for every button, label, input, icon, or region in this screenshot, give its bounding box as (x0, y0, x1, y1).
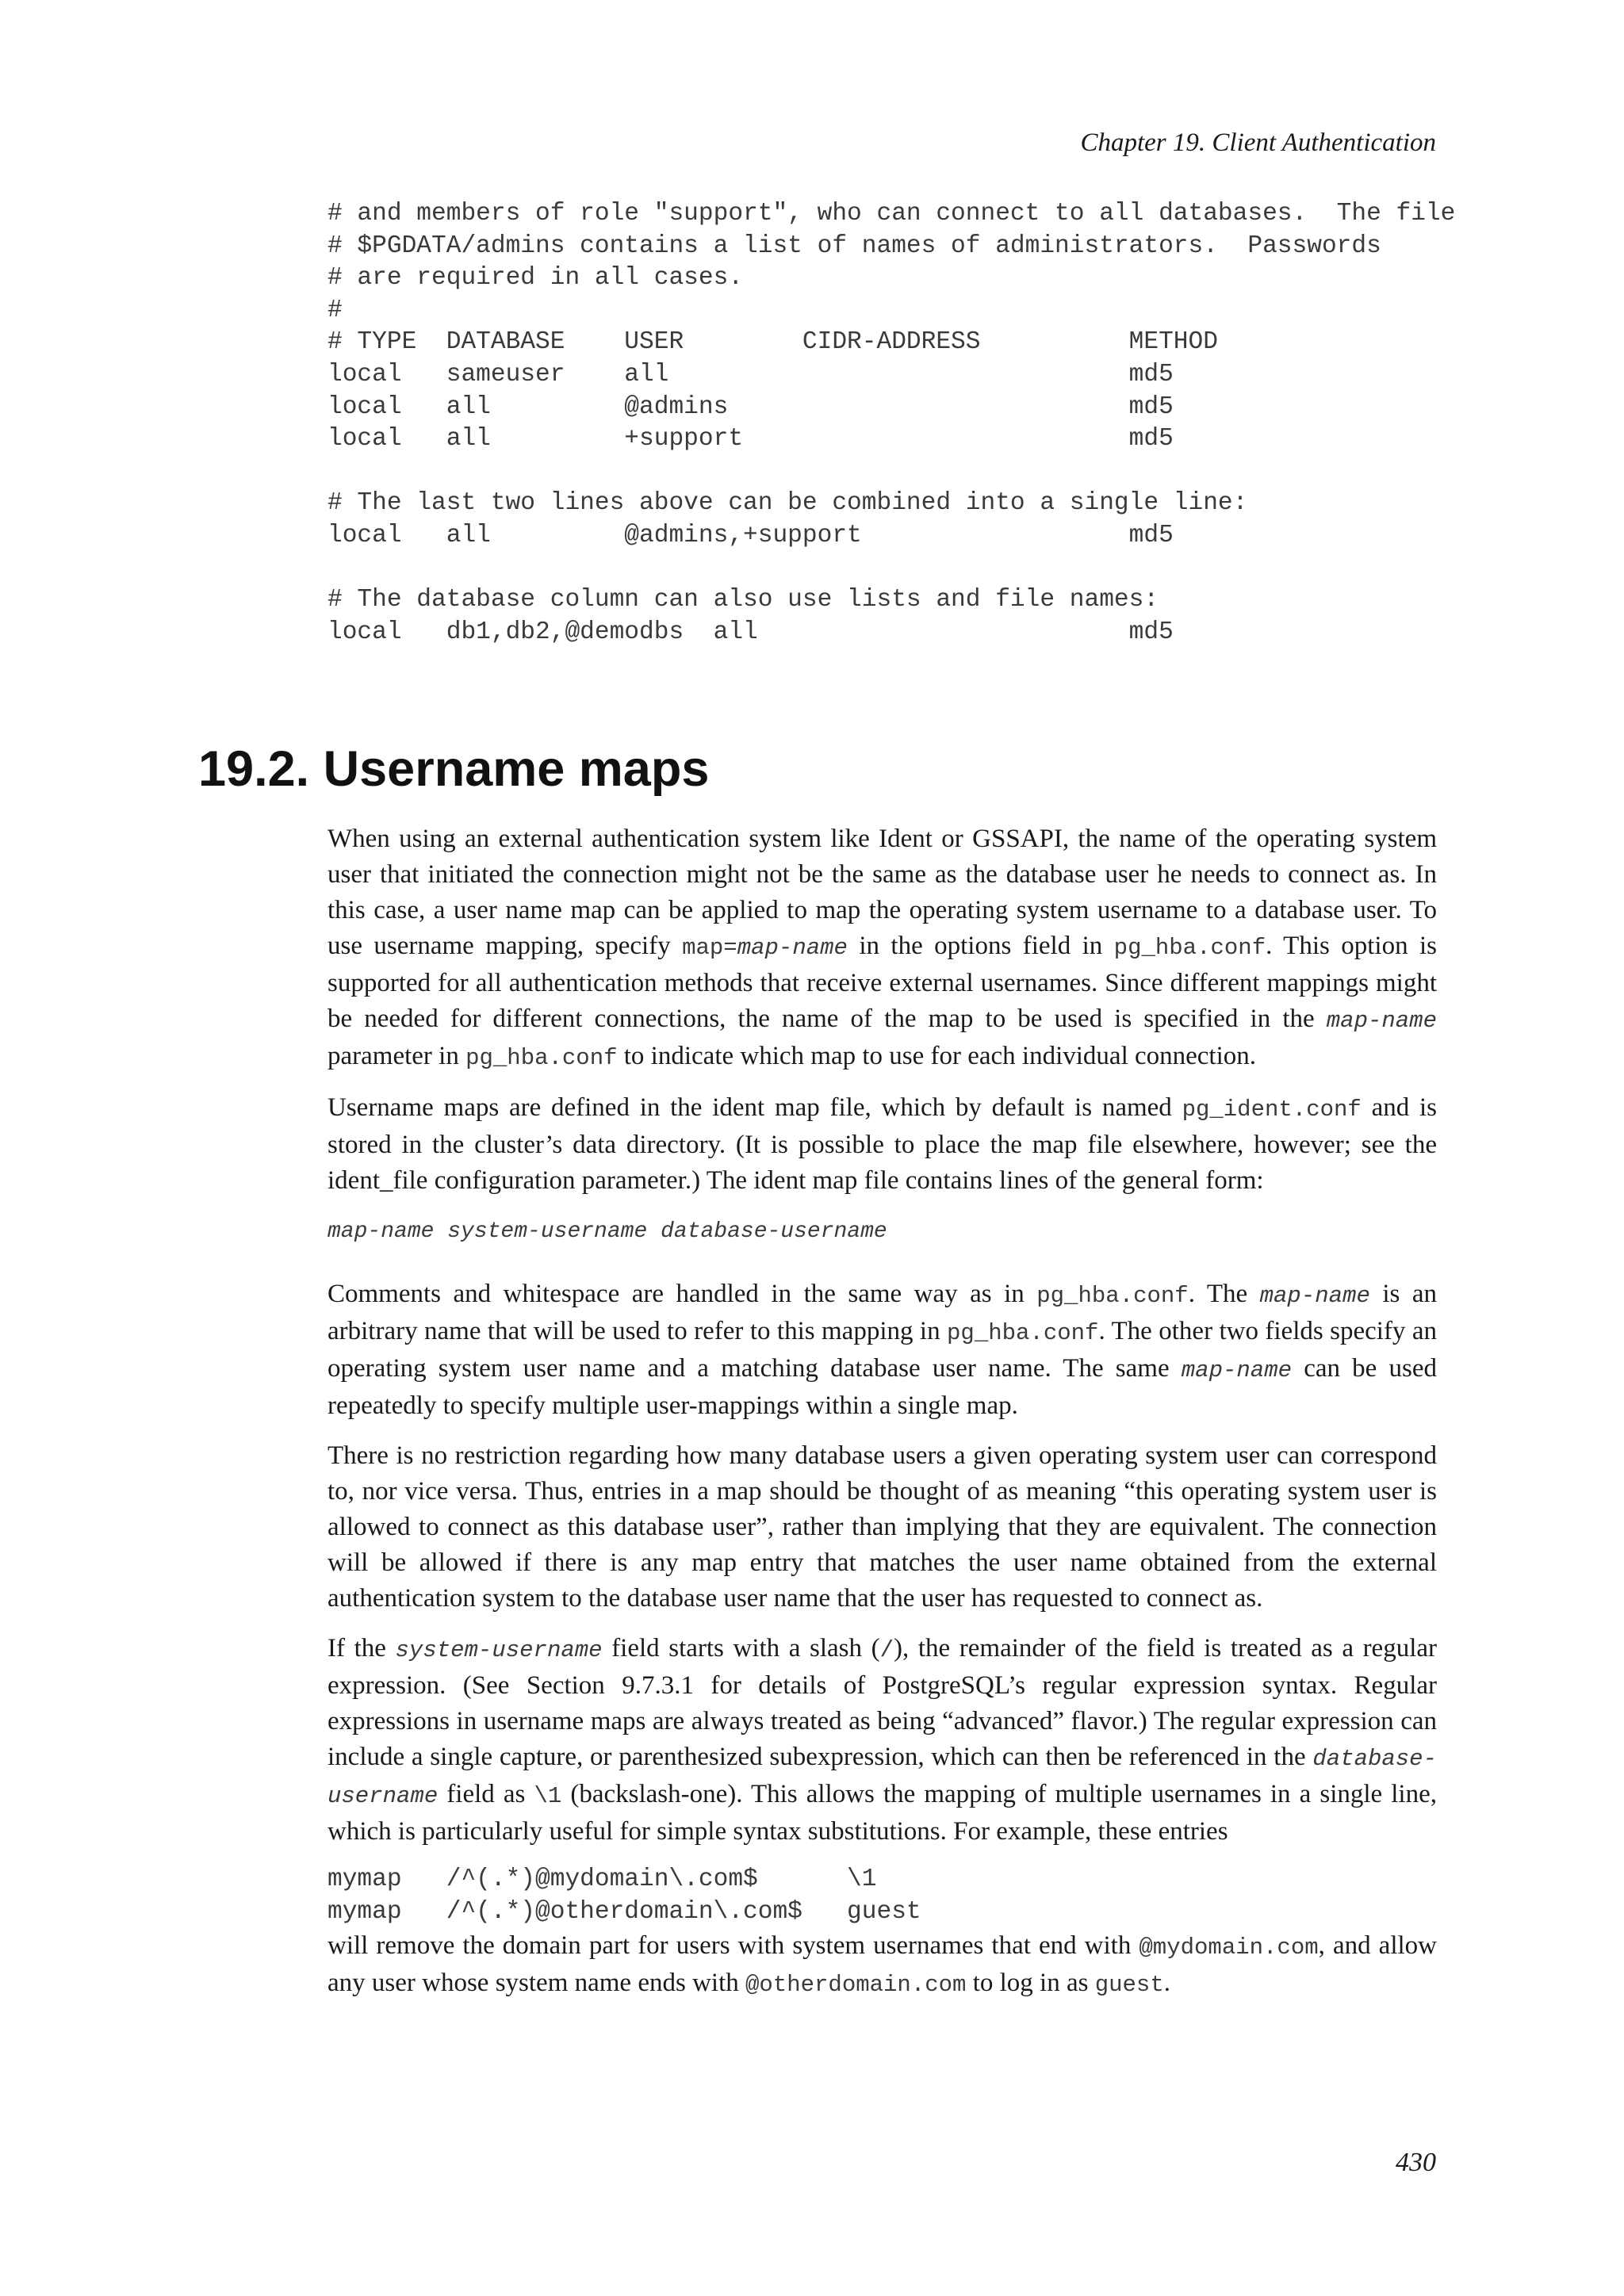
text: . (1163, 1969, 1170, 1998)
code-line: # (327, 296, 343, 324)
code-line: # TYPE DATABASE USER CIDR-ADDRESS METHOD (327, 328, 1218, 357)
replaceable: system-username (395, 1637, 603, 1663)
text: . The (1188, 1280, 1260, 1308)
synopsis-line: map-name system-username database-username (327, 1219, 887, 1244)
text: will remove the domain part for users with system usernames that end with (327, 1931, 1139, 1961)
code-line: local db1,db2,@demodbs all md5 (327, 618, 1174, 646)
page-number: 430 (1396, 2148, 1436, 2177)
paragraph-ident-file (327, 1090, 1437, 1199)
text: field starts with a slash ( (602, 1634, 880, 1663)
filename: pg_hba.conf (465, 1045, 618, 1071)
text: field as (438, 1780, 534, 1808)
filename: pg_hba.conf (1113, 935, 1266, 961)
code-line: # The last two lines above can be combined into a single line: (327, 489, 1248, 518)
literal: @otherdomain.com (745, 1972, 967, 1999)
text: in the options field in (847, 932, 1114, 960)
literal: map= (682, 935, 737, 961)
paragraph-intro (327, 821, 1437, 1076)
text: Comments and whitespace are handled in the same way as in (327, 1280, 1037, 1308)
paragraph-restriction (327, 1438, 1437, 1617)
text: , and allow any user whose system name ends with (327, 1931, 1437, 1998)
text: There is no restriction regarding how many database users a given operating system user can correspond to, nor vice versa. Thus, entries in a map should be thought of as meaning “this operating system user is allowed to connect as this database user”, rather than implying that they are equivalent. The connection will be allowed if there is any map entry that matches the user name obtained from the external authentication system to the database user name that the user has requested to connect as. (327, 1441, 1437, 1613)
code-block-mymap-example (327, 1864, 1437, 1928)
replaceable: map-name (1326, 1008, 1437, 1034)
text: . This option is supported for all authentication methods that receive external usernames. Since different mappings might be needed for different connections, the name of the map to be used is specified in the (327, 932, 1437, 1033)
text: and is stored in the cluster’s data directory. (It is possible to place the map file elsewhere, however; see the ident_file configuration parameter.) The ident map file contains lines of the general form: (327, 1093, 1437, 1195)
text: (backslash-one). This allows the mapping of multiple usernames in a single line, which is particularly useful for simple syntax substitutions. For example, these entries (327, 1780, 1438, 1846)
code-line: local all +support md5 (327, 425, 1174, 453)
paragraph-regex (327, 1631, 1437, 1850)
text: to log in as (966, 1969, 1095, 1998)
filename: pg_hba.conf (947, 1320, 1099, 1346)
code-line: mymap /^(.*)@otherdomain\.com$ guest (327, 1897, 921, 1926)
code-block-pg-hba-example (327, 198, 1455, 649)
code-line: local all @admins,+support md5 (327, 521, 1174, 549)
text: . The other two fields specify an operating system user name and a matching database user name. The same (327, 1317, 1437, 1383)
code-line: local sameuser all md5 (327, 360, 1174, 388)
paragraph-result (327, 1928, 1437, 2003)
text: is an arbitrary name that will be used to refer to this mapping in (327, 1280, 1437, 1345)
text: parameter in (327, 1042, 466, 1070)
replaceable: map-name (1259, 1283, 1370, 1309)
text: When using an external authentication system like Ident or GSSAPI, the name of the operating system user that initiated the connection might not be the same as the database user he needs to connect as. In this case, a user name map can be applied to map the operating system username to a database user. To use username mapping, specify (327, 825, 1437, 960)
literal: guest (1094, 1972, 1164, 1999)
filename: pg_hba.conf (1036, 1283, 1189, 1309)
text: ), the remainder of the field is treated as a regular expression. (See Section 9.7.3.1 for details of PostgreSQL’s regular expression syntax. Regular expressions in username maps are always treated as being “advanced” flavor.) The regular expression can include a single capture, or parenthesized subexpression, which can then be referenced in the (327, 1634, 1438, 1771)
replaceable: map-name (1181, 1357, 1293, 1383)
literal: / (879, 1637, 894, 1663)
replaceable: database-username (327, 1746, 1437, 1809)
code-line: # are required in all cases. (327, 264, 744, 293)
text: to indicate which map to use for each individual connection. (617, 1042, 1257, 1070)
filename: pg_ident.conf (1182, 1096, 1362, 1123)
text: Username maps are defined in the ident map file, which by default is named (327, 1093, 1182, 1122)
literal: @mydomain.com (1139, 1934, 1319, 1961)
section-title: 19.2. Username maps (198, 741, 710, 797)
code-line: local all @admins md5 (327, 392, 1174, 421)
replaceable: map-name (737, 935, 848, 961)
literal: \1 (534, 1783, 562, 1809)
code-line: mymap /^(.*)@mydomain\.com$ \1 (327, 1866, 877, 1893)
code-line: # and members of role "support", who can connect to all databases. The file (327, 200, 1456, 228)
code-line: # $PGDATA/admins contains a list of names of administrators. Passwords (327, 232, 1381, 260)
code-line: # The database column can also use lists and file names: (327, 586, 1159, 614)
paragraph-comments (327, 1276, 1437, 1424)
text: If the (327, 1634, 396, 1663)
section-body (327, 821, 1437, 2017)
running-header: Chapter 19. Client Authentication (1080, 128, 1436, 157)
text: can be used repeatedly to specify multiple user-mappings within a single map. (327, 1354, 1437, 1420)
